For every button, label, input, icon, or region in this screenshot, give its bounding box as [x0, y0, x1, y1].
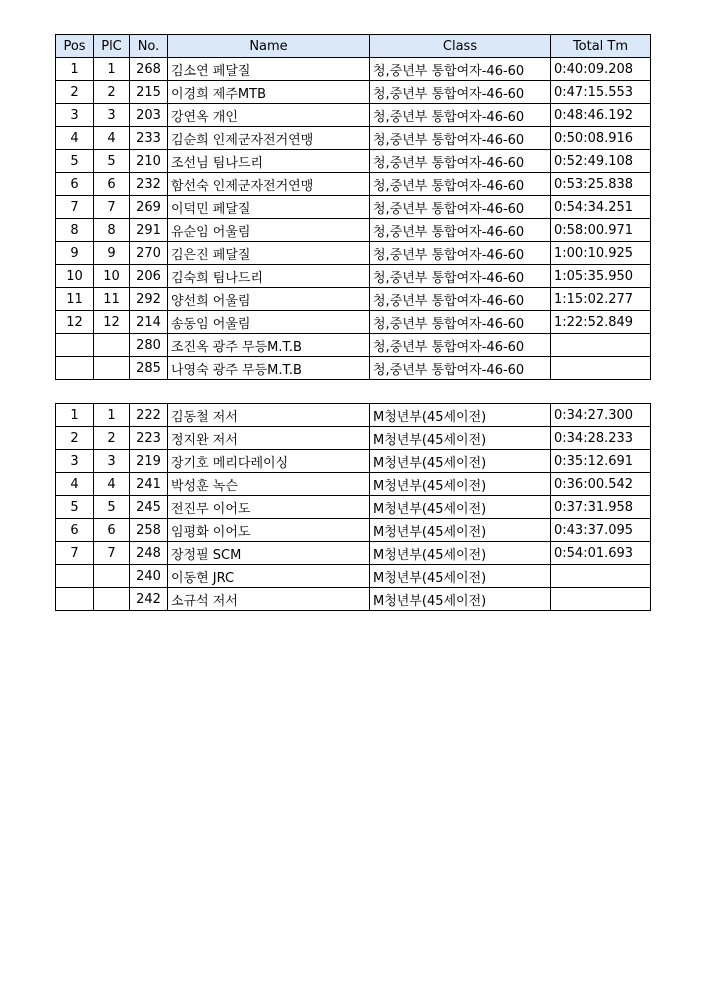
cell-plc — [94, 334, 130, 357]
cell-pos: 7 — [56, 196, 94, 219]
cell-total-time: 0:54:01.693 — [551, 542, 651, 565]
cell-total-time: 0:48:46.192 — [551, 104, 651, 127]
cell-plc: 1 — [94, 404, 130, 427]
table-row — [56, 58, 651, 81]
cell-bib-number: 242 — [130, 588, 168, 611]
table-row — [56, 427, 651, 450]
cell-bib-number: 269 — [130, 196, 168, 219]
cell-plc — [94, 357, 130, 380]
cell-class: 청,중년부 통합여자-46-60 — [370, 357, 551, 380]
table-row — [56, 450, 651, 473]
table-row — [56, 219, 651, 242]
cell-bib-number: 291 — [130, 219, 168, 242]
cell-rider-name: 이경희 제주MTB — [168, 81, 370, 104]
cell-bib-number: 241 — [130, 473, 168, 496]
cell-class: M청년부(45세이전) — [370, 404, 551, 427]
cell-rider-name: 박성훈 녹슨 — [168, 473, 370, 496]
cell-class: M청년부(45세이전) — [370, 542, 551, 565]
results-table-women-46-60 — [55, 34, 651, 380]
header-row — [56, 35, 651, 58]
cell-total-time: 0:43:37.095 — [551, 519, 651, 542]
cell-class: 청,중년부 통합여자-46-60 — [370, 58, 551, 81]
table-row — [56, 81, 651, 104]
header-total-time: Total Tm — [551, 35, 651, 58]
cell-bib-number: 215 — [130, 81, 168, 104]
cell-bib-number: 248 — [130, 542, 168, 565]
cell-bib-number: 245 — [130, 496, 168, 519]
cell-rider-name: 장정필 SCM — [168, 542, 370, 565]
cell-rider-name: 김숙희 팀나드리 — [168, 265, 370, 288]
cell-pos: 6 — [56, 173, 94, 196]
cell-class: M청년부(45세이전) — [370, 496, 551, 519]
cell-rider-name: 양선희 어울림 — [168, 288, 370, 311]
cell-plc: 9 — [94, 242, 130, 265]
header-no: No. — [130, 35, 168, 58]
cell-rider-name: 장기호 메리다레이싱 — [168, 450, 370, 473]
cell-bib-number: 210 — [130, 150, 168, 173]
table-row — [56, 288, 651, 311]
cell-total-time: 1:05:35.950 — [551, 265, 651, 288]
table-row — [56, 334, 651, 357]
cell-bib-number: 223 — [130, 427, 168, 450]
cell-bib-number: 240 — [130, 565, 168, 588]
table-row — [56, 588, 651, 611]
cell-pos: 1 — [56, 58, 94, 81]
cell-total-time: 0:40:09.208 — [551, 58, 651, 81]
cell-pos: 12 — [56, 311, 94, 334]
cell-pos — [56, 565, 94, 588]
cell-bib-number: 270 — [130, 242, 168, 265]
cell-plc — [94, 565, 130, 588]
table-body-group2 — [56, 404, 651, 611]
table-row — [56, 565, 651, 588]
cell-total-time: 0:54:34.251 — [551, 196, 651, 219]
cell-bib-number: 233 — [130, 127, 168, 150]
cell-class: M청년부(45세이전) — [370, 519, 551, 542]
cell-plc: 11 — [94, 288, 130, 311]
cell-class: 청,중년부 통합여자-46-60 — [370, 104, 551, 127]
cell-plc: 8 — [94, 219, 130, 242]
cell-plc: 5 — [94, 150, 130, 173]
cell-rider-name: 유순임 어울림 — [168, 219, 370, 242]
cell-rider-name: 김동철 저서 — [168, 404, 370, 427]
cell-rider-name: 송동임 어울림 — [168, 311, 370, 334]
cell-plc: 3 — [94, 104, 130, 127]
cell-class: 청,중년부 통합여자-46-60 — [370, 196, 551, 219]
cell-bib-number: 214 — [130, 311, 168, 334]
cell-pos: 3 — [56, 104, 94, 127]
cell-rider-name: 김순희 인제군자전거연맹 — [168, 127, 370, 150]
cell-total-time — [551, 334, 651, 357]
cell-rider-name: 소규석 저서 — [168, 588, 370, 611]
cell-bib-number: 285 — [130, 357, 168, 380]
cell-bib-number: 206 — [130, 265, 168, 288]
cell-rider-name: 함선숙 인제군자전거연맹 — [168, 173, 370, 196]
cell-plc: 2 — [94, 427, 130, 450]
cell-bib-number: 222 — [130, 404, 168, 427]
cell-total-time: 0:35:12.691 — [551, 450, 651, 473]
cell-plc — [94, 588, 130, 611]
cell-rider-name: 전진무 이어도 — [168, 496, 370, 519]
cell-pos: 8 — [56, 219, 94, 242]
header-plc: PlC — [94, 35, 130, 58]
cell-total-time: 0:34:28.233 — [551, 427, 651, 450]
cell-class: 청,중년부 통합여자-46-60 — [370, 311, 551, 334]
cell-class: M청년부(45세이전) — [370, 427, 551, 450]
cell-plc: 12 — [94, 311, 130, 334]
cell-bib-number: 258 — [130, 519, 168, 542]
cell-plc: 4 — [94, 127, 130, 150]
cell-bib-number: 203 — [130, 104, 168, 127]
cell-rider-name: 이덕민 페달질 — [168, 196, 370, 219]
cell-total-time: 0:58:00.971 — [551, 219, 651, 242]
cell-plc: 6 — [94, 173, 130, 196]
cell-bib-number: 232 — [130, 173, 168, 196]
table-row — [56, 404, 651, 427]
cell-plc: 3 — [94, 450, 130, 473]
cell-plc: 4 — [94, 473, 130, 496]
cell-pos: 2 — [56, 427, 94, 450]
cell-pos: 5 — [56, 496, 94, 519]
cell-pos: 4 — [56, 473, 94, 496]
cell-rider-name: 강연옥 개인 — [168, 104, 370, 127]
table-row — [56, 357, 651, 380]
cell-bib-number: 219 — [130, 450, 168, 473]
cell-plc: 1 — [94, 58, 130, 81]
cell-rider-name: 임평화 이어도 — [168, 519, 370, 542]
cell-rider-name: 조선님 팀나드리 — [168, 150, 370, 173]
cell-class: M청년부(45세이전) — [370, 588, 551, 611]
cell-pos: 1 — [56, 404, 94, 427]
header-name: Name — [168, 35, 370, 58]
table-row — [56, 242, 651, 265]
cell-rider-name: 정지완 저서 — [168, 427, 370, 450]
cell-pos: 7 — [56, 542, 94, 565]
table-row — [56, 473, 651, 496]
cell-total-time: 1:15:02.277 — [551, 288, 651, 311]
table-body-group1 — [56, 58, 651, 380]
table-row — [56, 173, 651, 196]
cell-pos — [56, 588, 94, 611]
cell-class: 청,중년부 통합여자-46-60 — [370, 173, 551, 196]
cell-class: 청,중년부 통합여자-46-60 — [370, 219, 551, 242]
table-row — [56, 127, 651, 150]
cell-total-time: 0:34:27.300 — [551, 404, 651, 427]
table-row — [56, 265, 651, 288]
cell-total-time — [551, 565, 651, 588]
cell-total-time: 0:50:08.916 — [551, 127, 651, 150]
cell-pos: 2 — [56, 81, 94, 104]
cell-plc: 5 — [94, 496, 130, 519]
cell-plc: 2 — [94, 81, 130, 104]
cell-pos: 9 — [56, 242, 94, 265]
table-row — [56, 519, 651, 542]
cell-class: 청,중년부 통합여자-46-60 — [370, 81, 551, 104]
cell-rider-name: 이동현 JRC — [168, 565, 370, 588]
cell-class: 청,중년부 통합여자-46-60 — [370, 288, 551, 311]
cell-bib-number: 268 — [130, 58, 168, 81]
cell-bib-number: 292 — [130, 288, 168, 311]
cell-rider-name: 나영숙 광주 무등M.T.B — [168, 357, 370, 380]
cell-pos: 3 — [56, 450, 94, 473]
table-row — [56, 196, 651, 219]
cell-rider-name: 김소연 페달질 — [168, 58, 370, 81]
cell-pos: 11 — [56, 288, 94, 311]
cell-total-time: 0:53:25.838 — [551, 173, 651, 196]
cell-rider-name: 김은진 페달질 — [168, 242, 370, 265]
cell-total-time — [551, 357, 651, 380]
cell-plc: 6 — [94, 519, 130, 542]
table-row — [56, 311, 651, 334]
cell-pos: 4 — [56, 127, 94, 150]
table-row — [56, 496, 651, 519]
cell-class: 청,중년부 통합여자-46-60 — [370, 127, 551, 150]
cell-class: 청,중년부 통합여자-46-60 — [370, 242, 551, 265]
cell-pos: 5 — [56, 150, 94, 173]
cell-bib-number: 280 — [130, 334, 168, 357]
cell-class: 청,중년부 통합여자-46-60 — [370, 150, 551, 173]
header-pos: Pos — [56, 35, 94, 58]
table-row — [56, 150, 651, 173]
cell-class: M청년부(45세이전) — [370, 565, 551, 588]
cell-pos — [56, 334, 94, 357]
cell-plc: 7 — [94, 196, 130, 219]
cell-plc: 10 — [94, 265, 130, 288]
cell-total-time: 1:00:10.925 — [551, 242, 651, 265]
cell-class: M청년부(45세이전) — [370, 450, 551, 473]
table-row — [56, 104, 651, 127]
cell-pos: 6 — [56, 519, 94, 542]
cell-pos — [56, 357, 94, 380]
cell-pos: 10 — [56, 265, 94, 288]
cell-total-time: 1:22:52.849 — [551, 311, 651, 334]
cell-rider-name: 조진옥 광주 무등M.T.B — [168, 334, 370, 357]
cell-total-time: 0:37:31.958 — [551, 496, 651, 519]
cell-class: M청년부(45세이전) — [370, 473, 551, 496]
cell-plc: 7 — [94, 542, 130, 565]
header-class: Class — [370, 35, 551, 58]
cell-total-time: 0:47:15.553 — [551, 81, 651, 104]
cell-class: 청,중년부 통합여자-46-60 — [370, 265, 551, 288]
table-row — [56, 542, 651, 565]
results-table-men-under-45 — [55, 403, 651, 611]
cell-total-time: 0:52:49.108 — [551, 150, 651, 173]
cell-class: 청,중년부 통합여자-46-60 — [370, 334, 551, 357]
cell-total-time — [551, 588, 651, 611]
cell-total-time: 0:36:00.542 — [551, 473, 651, 496]
